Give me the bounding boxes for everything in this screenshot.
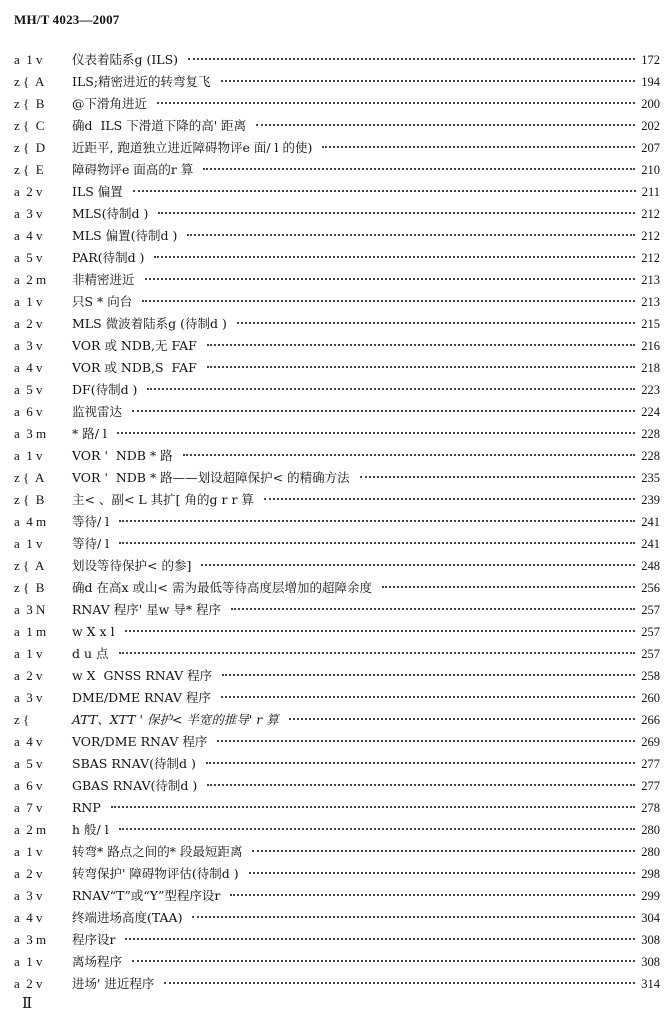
toc-entry[interactable] — [0, 599, 672, 621]
dot-leader — [142, 300, 635, 302]
toc-entry-content — [72, 71, 660, 93]
toc-entry-marker: z { E — [14, 162, 44, 177]
toc-entry-content — [72, 269, 660, 291]
toc-entry[interactable] — [0, 379, 672, 401]
toc-entry-marker: a 1 v — [14, 954, 43, 969]
dot-leader — [119, 542, 635, 544]
dot-leader — [132, 410, 635, 412]
toc-entry-title: 确d ILS 下滑道下降的高' 距离 — [72, 118, 247, 133]
dot-leader — [158, 212, 635, 214]
toc-entry[interactable] — [0, 731, 672, 753]
toc-entry-content — [72, 775, 660, 797]
dot-leader — [221, 80, 636, 82]
toc-entry-title: 进场' 进近程序 — [72, 976, 155, 991]
toc-entry-page: 213 — [641, 273, 660, 287]
toc-entry[interactable] — [0, 797, 672, 819]
toc-entry[interactable] — [0, 159, 672, 181]
toc-entry-page: 277 — [641, 779, 660, 793]
toc-entry-marker: z { B — [14, 580, 45, 595]
toc-entry-content — [72, 247, 660, 269]
toc-entry[interactable] — [0, 687, 672, 709]
toc-entry-content — [72, 511, 660, 533]
toc-entry-title: 非精密进近 — [72, 272, 135, 287]
toc-entry-content — [72, 555, 660, 577]
dot-leader — [207, 784, 635, 786]
toc-entry-page: 218 — [641, 361, 660, 375]
toc-entry-marker: a 3 N — [14, 602, 46, 617]
dot-leader — [188, 58, 635, 60]
toc-entry-page: 202 — [641, 119, 660, 133]
toc-entry-content — [72, 423, 660, 445]
toc-entry-marker: a 3 v — [14, 888, 43, 903]
toc-entry[interactable] — [0, 929, 672, 951]
toc-entry-content — [72, 467, 660, 489]
toc-entry-page: 235 — [641, 471, 660, 485]
toc-entry[interactable] — [0, 313, 672, 335]
toc-entry-page: 248 — [641, 559, 660, 573]
dot-leader — [217, 740, 635, 742]
dot-leader — [222, 674, 635, 676]
dot-leader — [203, 168, 635, 170]
toc-entry[interactable] — [0, 115, 672, 137]
toc-entry[interactable] — [0, 533, 672, 555]
toc-entry-page: 260 — [641, 691, 660, 705]
dot-leader — [119, 652, 636, 654]
toc-entry-marker: z { A — [14, 74, 45, 89]
toc-entry[interactable] — [0, 49, 672, 71]
toc-entry-marker: a 3 v — [14, 338, 43, 353]
toc-entry-page: 314 — [641, 977, 660, 991]
toc-entry-content — [72, 379, 660, 401]
dot-leader — [231, 608, 635, 610]
dot-leader — [187, 234, 635, 236]
toc-entry-title: 确d 在高x 或山< 需为最低等待高度层增加的超障余度 — [72, 580, 372, 595]
toc-entry-content — [72, 291, 660, 313]
toc-entry-title: 程序设r — [72, 932, 116, 947]
toc-entry-marker: a 4 v — [14, 910, 43, 925]
document-header — [14, 12, 119, 28]
toc-entry-content — [72, 181, 660, 203]
toc-entry-marker: z { B — [14, 492, 45, 507]
toc-entry[interactable] — [0, 753, 672, 775]
toc-entry-content — [72, 93, 660, 115]
dot-leader — [249, 872, 636, 874]
toc-entry-content — [72, 929, 660, 951]
toc-entry-title: DME/DME RNAV 程序 — [72, 690, 211, 705]
toc-entry[interactable] — [0, 951, 672, 973]
toc-entry-content — [72, 313, 660, 335]
toc-entry-content — [72, 643, 660, 665]
dot-leader — [256, 124, 635, 126]
toc-entry-content — [72, 841, 660, 863]
toc-entry-title: 划设等待保护< 的参] — [72, 558, 192, 573]
toc-entry-content — [72, 203, 660, 225]
toc-entry-page: 241 — [641, 515, 660, 529]
toc-entry-title: 离场程序 — [72, 954, 123, 969]
dot-leader — [125, 938, 635, 940]
toc-entry-marker: a 7 v — [14, 800, 43, 815]
toc-entry[interactable] — [0, 247, 672, 269]
toc-entry-marker: a 1 v — [14, 536, 43, 551]
toc-entry-content — [72, 907, 660, 929]
toc-entry-page: 269 — [641, 735, 660, 749]
toc-entry-title: 近距平, 跑道独立进近障碍物评e 面/ l 的使) — [72, 140, 313, 155]
dot-leader — [192, 916, 635, 918]
toc-entry-page: 277 — [641, 757, 660, 771]
toc-entry[interactable] — [0, 885, 672, 907]
toc-entry-page: 212 — [641, 207, 660, 221]
document-id: MH/T 4023—2007 — [14, 12, 120, 27]
toc-entry-content — [72, 137, 660, 159]
toc-entry-content — [72, 49, 660, 71]
toc-entry-title: MLS 偏置(待制d ) — [72, 228, 178, 243]
toc-entry-title: DF(待制d ) — [72, 382, 138, 397]
dot-leader — [111, 806, 635, 808]
toc-entry-marker: a 2 v — [14, 668, 43, 683]
toc-entry-marker: a 1 v — [14, 52, 43, 67]
toc-entry-title: VOR/DME RNAV 程序 — [72, 734, 208, 749]
toc-entry[interactable] — [0, 445, 672, 467]
dot-leader — [207, 344, 635, 346]
toc-entry-content — [72, 599, 660, 621]
toc-entry-title: MLS(待制d ) — [72, 206, 149, 221]
toc-entry[interactable] — [0, 555, 672, 577]
toc-entry-content — [72, 951, 660, 973]
toc-entry-page: 257 — [641, 603, 660, 617]
dot-leader — [252, 850, 635, 852]
toc-entry-marker: a 1 v — [14, 448, 43, 463]
toc-entry-marker: z { B — [14, 96, 45, 111]
toc-entry-title: 主< 、副< L 其扩[ 角的g r r 算 — [72, 492, 254, 507]
toc-entry-content — [72, 819, 660, 841]
table-of-contents — [0, 49, 672, 995]
toc-entry[interactable] — [0, 841, 672, 863]
toc-entry[interactable] — [0, 907, 672, 929]
toc-entry-page: 207 — [641, 141, 660, 155]
toc-entry-content — [72, 731, 660, 753]
toc-entry-page: 266 — [641, 713, 660, 727]
toc-entry-content — [72, 401, 660, 423]
toc-entry-page: 308 — [641, 933, 660, 947]
toc-entry-page: 213 — [641, 295, 660, 309]
toc-entry[interactable] — [0, 181, 672, 203]
toc-entry-content — [72, 709, 660, 731]
toc-entry-content — [72, 665, 660, 687]
toc-entry[interactable] — [0, 203, 672, 225]
toc-entry-page: 224 — [641, 405, 660, 419]
toc-entry[interactable] — [0, 269, 672, 291]
toc-entry[interactable] — [0, 775, 672, 797]
toc-entry[interactable] — [0, 709, 672, 731]
page-footer — [22, 994, 32, 1013]
toc-entry[interactable] — [0, 225, 672, 247]
toc-entry-title: h 般/ l — [72, 822, 109, 837]
dot-leader — [132, 960, 635, 962]
toc-entry-content — [72, 885, 660, 907]
toc-entry-page: 257 — [641, 625, 660, 639]
toc-entry-title: @下滑角进近 — [72, 96, 148, 111]
toc-entry[interactable] — [0, 511, 672, 533]
toc-entry-content — [72, 335, 660, 357]
toc-entry[interactable] — [0, 819, 672, 841]
toc-entry-page: 212 — [641, 251, 660, 265]
dot-leader — [183, 454, 636, 456]
toc-entry-marker: a 3 v — [14, 206, 43, 221]
dot-leader — [322, 146, 635, 148]
toc-entry[interactable] — [0, 137, 672, 159]
dot-leader — [125, 630, 636, 632]
toc-entry-page: 216 — [641, 339, 660, 353]
dot-leader — [157, 102, 635, 104]
toc-entry-page: 304 — [641, 911, 660, 925]
dot-leader — [145, 278, 636, 280]
toc-entry-marker: a 2 m — [14, 822, 47, 837]
dot-leader — [221, 696, 635, 698]
toc-entry-marker: a 2 v — [14, 184, 43, 199]
toc-entry-marker: a 3 v — [14, 690, 43, 705]
toc-entry-title: VOR ' NDB * 路——划设超障保护< 的精确方法 — [72, 470, 350, 485]
toc-entry-content — [72, 863, 660, 885]
toc-entry-title: 转弯* 路点之间的* 段最短距离 — [72, 844, 243, 859]
dot-leader — [119, 520, 635, 522]
toc-entry-title: 障碍物评e 面高的r 算 — [72, 162, 194, 177]
toc-entry-marker: a 4 v — [14, 228, 43, 243]
toc-entry-page: 212 — [641, 229, 660, 243]
toc-entry[interactable] — [0, 291, 672, 313]
toc-entry-marker: a 6 v — [14, 778, 43, 793]
toc-entry-marker: a 5 v — [14, 250, 43, 265]
toc-entry-marker: a 1 m — [14, 624, 47, 639]
toc-entry-content — [72, 445, 660, 467]
toc-entry-title: RNAV“T”或“Y”型程序设r — [72, 888, 221, 903]
toc-entry-content — [72, 577, 660, 599]
toc-entry-content — [72, 533, 660, 555]
toc-entry-marker: a 4 v — [14, 360, 43, 375]
toc-entry-page: 172 — [641, 53, 660, 67]
toc-entry[interactable] — [0, 335, 672, 357]
toc-entry-marker: a 2 v — [14, 866, 43, 881]
toc-entry-marker: z { D — [14, 140, 46, 155]
toc-entry-content — [72, 489, 660, 511]
toc-entry-page: 299 — [641, 889, 660, 903]
toc-entry-marker: a 2 m — [14, 272, 47, 287]
toc-entry-page: 257 — [641, 647, 660, 661]
toc-entry-content — [72, 225, 660, 247]
toc-entry-content — [72, 159, 660, 181]
toc-entry-title: w X x l — [72, 624, 115, 639]
dot-leader — [382, 586, 635, 588]
toc-entry-marker: a 5 v — [14, 756, 43, 771]
page-numeral: Ⅱ — [22, 996, 33, 1012]
toc-entry-page: 228 — [641, 427, 660, 441]
toc-entry-page: 223 — [641, 383, 660, 397]
toc-entry[interactable] — [0, 489, 672, 511]
toc-entry-marker: a 2 v — [14, 316, 43, 331]
dot-leader — [207, 366, 635, 368]
toc-entry-title: 终端进场高度(TAA) — [72, 910, 183, 925]
toc-entry-marker: a 1 v — [14, 844, 43, 859]
dot-leader — [230, 894, 635, 896]
toc-entry-page: 308 — [641, 955, 660, 969]
toc-entry[interactable] — [0, 423, 672, 445]
toc-entry-page: 280 — [641, 823, 660, 837]
toc-entry-page: 258 — [641, 669, 660, 683]
toc-entry-content — [72, 115, 660, 137]
toc-entry-title: RNAV 程序' 星w 导* 程序 — [72, 602, 222, 617]
toc-entry-content — [72, 797, 660, 819]
toc-entry[interactable] — [0, 467, 672, 489]
toc-entry-content — [72, 621, 660, 643]
toc-entry-content — [72, 687, 660, 709]
toc-entry[interactable] — [0, 863, 672, 885]
toc-entry[interactable] — [0, 665, 672, 687]
toc-entry-title: 等待/ l — [72, 514, 110, 529]
dot-leader — [360, 476, 636, 478]
toc-entry-page: 210 — [641, 163, 660, 177]
dot-leader — [154, 256, 635, 258]
toc-entry-title: w X GNSS RNAV 程序 — [72, 668, 213, 683]
dot-leader — [117, 432, 635, 434]
toc-entry[interactable] — [0, 577, 672, 599]
toc-entry-title: RNP — [72, 800, 101, 815]
toc-entry-title: PAR(待制d ) — [72, 250, 145, 265]
toc-entry-title: SBAS RNAV(待制d ) — [72, 756, 196, 771]
toc-entry-page: 228 — [641, 449, 660, 463]
toc-entry-title: ILS 偏置 — [72, 184, 123, 199]
toc-entry[interactable] — [0, 621, 672, 643]
toc-entry-marker: a 4 v — [14, 734, 43, 749]
dot-leader — [289, 718, 636, 720]
toc-entry-marker: a 1 v — [14, 646, 43, 661]
dot-leader — [164, 982, 635, 984]
toc-entry-title: 转弯保护' 障碍物评估(待制d ) — [72, 866, 239, 881]
toc-entry[interactable] — [0, 93, 672, 115]
toc-entry[interactable] — [0, 401, 672, 423]
toc-entry-page: 200 — [641, 97, 660, 111]
dot-leader — [119, 828, 636, 830]
toc-entry-title: d u 点 — [72, 646, 109, 661]
toc-entry-page: 280 — [641, 845, 660, 859]
toc-entry[interactable] — [0, 973, 672, 995]
toc-entry-marker: z { — [14, 712, 30, 727]
toc-entry-title: 监视雷达 — [72, 404, 123, 419]
toc-entry-title: GBAS RNAV(待制d ) — [72, 778, 198, 793]
toc-entry-marker: a 5 v — [14, 382, 43, 397]
toc-entry-content — [72, 357, 660, 379]
toc-entry-content — [72, 753, 660, 775]
toc-entry-title: ATT、XTT ' 保护< 半宽的推导' r 算 — [72, 712, 279, 727]
toc-entry-marker: z { C — [14, 118, 45, 133]
toc-entry[interactable] — [0, 357, 672, 379]
toc-entry-marker: a 3 m — [14, 932, 47, 947]
toc-entry-title: MLS 微波着陆系g (待制d ) — [72, 316, 227, 331]
dot-leader — [201, 564, 635, 566]
toc-entry-content — [72, 973, 660, 995]
toc-entry-marker: a 4 m — [14, 514, 47, 529]
toc-entry-page: 241 — [641, 537, 660, 551]
toc-entry-title: 仪表着陆系g (ILS) — [72, 52, 179, 67]
toc-entry-marker: a 1 v — [14, 294, 43, 309]
toc-entry-page: 256 — [641, 581, 660, 595]
toc-entry-title: * 路/ l — [72, 426, 107, 441]
toc-entry-page: 211 — [641, 185, 660, 199]
toc-entry-marker: a 2 v — [14, 976, 43, 991]
toc-entry-title: 等待/ l — [72, 536, 110, 551]
toc-entry-marker: a 3 m — [14, 426, 47, 441]
toc-entry-title: VOR 或 NDB,无 FAF — [72, 338, 197, 353]
toc-entry-page: 239 — [641, 493, 660, 507]
toc-entry-page: 278 — [641, 801, 660, 815]
toc-entry-title: VOR 或 NDB,S FAF — [72, 360, 197, 375]
dot-leader — [237, 322, 635, 324]
toc-entry-page: 298 — [641, 867, 660, 881]
dot-leader — [133, 190, 636, 192]
toc-entry-page: 194 — [641, 75, 660, 89]
toc-entry-title: ILS;精密进近的转弯复飞 — [72, 74, 211, 89]
toc-entry-marker: a 6 v — [14, 404, 43, 419]
dot-leader — [206, 762, 635, 764]
toc-entry-marker: z { A — [14, 558, 45, 573]
toc-entry[interactable] — [0, 71, 672, 93]
toc-entry[interactable] — [0, 643, 672, 665]
toc-entry-page: 215 — [641, 317, 660, 331]
toc-entry-title: VOR ' NDB * 路 — [72, 448, 173, 463]
dot-leader — [147, 388, 635, 390]
dot-leader — [264, 498, 635, 500]
toc-entry-marker: z { A — [14, 470, 45, 485]
toc-entry-title: 只S * 向台 — [72, 294, 133, 309]
